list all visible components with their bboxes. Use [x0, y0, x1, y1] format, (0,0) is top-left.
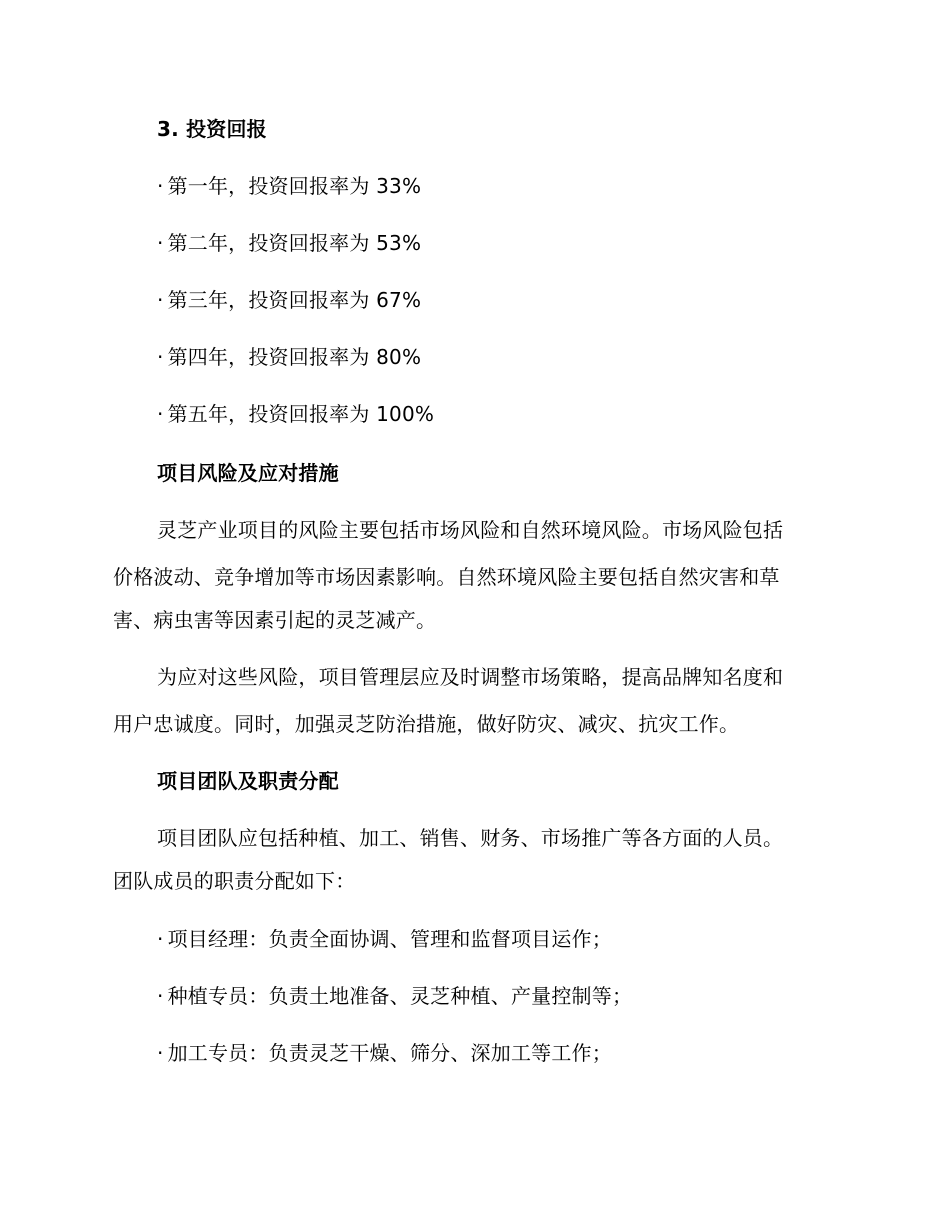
paragraph-line: 用户忠诚度。同时，加强灵芝防治措施，做好防灾、减灾、抗灾工作。: [113, 712, 740, 736]
paragraph-line: 项目团队应包括种植、加工、销售、财务、市场推广等各方面的人员。: [157, 826, 784, 850]
list-item: · 种植专员：负责土地准备、灵芝种植、产量控制等；: [157, 984, 633, 1008]
bullet-icon: ·: [157, 984, 164, 1008]
bullet-icon: ·: [157, 288, 164, 312]
section-heading-risk: 项目风险及应对措施: [157, 461, 339, 485]
bullet-icon: ·: [157, 231, 164, 255]
paragraph-line: 为应对这些风险，项目管理层应及时调整市场策略，提高品牌知名度和: [157, 665, 784, 689]
paragraph-line: 害、病虫害等因素引起的灵芝减产。: [113, 608, 437, 632]
list-item: · 加工专员：负责灵芝干燥、筛分、深加工等工作；: [157, 1041, 612, 1065]
list-item: · 第二年，投资回报率为 53%: [157, 231, 422, 255]
section-heading-team: 项目团队及职责分配: [157, 769, 339, 793]
paragraph-line: 价格波动、竞争增加等市场因素影响。自然环境风险主要包括自然灾害和草: [113, 565, 780, 589]
paragraph-line: 团队成员的职责分配如下：: [113, 869, 356, 893]
list-item: · 项目经理：负责全面协调、管理和监督项目运作；: [157, 927, 612, 951]
list-item: · 第三年，投资回报率为 67%: [157, 288, 422, 312]
list-item: · 第四年，投资回报率为 80%: [157, 345, 422, 369]
bullet-icon: ·: [157, 345, 164, 369]
bullet-icon: ·: [157, 1041, 164, 1065]
bullet-icon: ·: [157, 927, 164, 951]
section-heading-roi: 3. 投资回报: [157, 117, 267, 141]
list-item: · 第一年，投资回报率为 33%: [157, 174, 422, 198]
paragraph-line: 灵芝产业项目的风险主要包括市场风险和自然环境风险。市场风险包括: [157, 518, 784, 542]
bullet-icon: ·: [157, 402, 164, 426]
list-item: · 第五年，投资回报率为 100%: [157, 402, 435, 426]
bullet-icon: ·: [157, 174, 164, 198]
